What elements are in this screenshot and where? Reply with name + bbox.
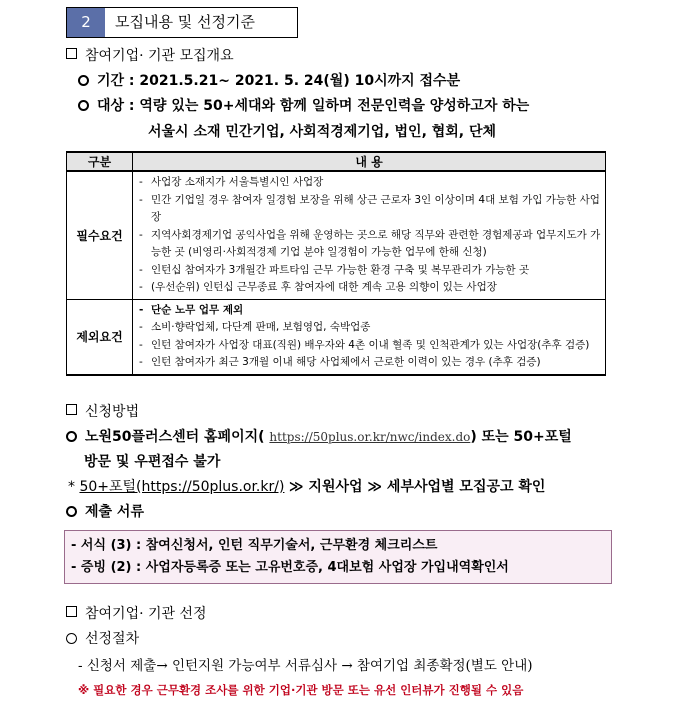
process-line: - 신청서 제출→ 인턴지원 가능여부 서류심사 → 참여기업 최종확정(별도 안내) [78,658,533,674]
period-line: 기간 : 2021.5.21~ 2021. 5. 24(월) 10시까지 접수분 [78,70,460,90]
list-item: - 소비·향락업체, 다단계 판매, 보험영업, 숙박업종 [139,321,371,333]
subsection-title-apply: 신청방법 [66,401,139,421]
table-row [67,299,606,375]
circle-bullet-icon [78,100,89,111]
process-title: 선정절차 [66,628,139,648]
subsection-title-overview: 참여기업· 기관 모집개요 [66,45,234,65]
portal-link[interactable]: 50+포털(https://50plus.or.kr/) [79,479,285,495]
circle-bullet-icon [66,506,77,517]
row-label-excluded: 제외요건 [67,299,133,375]
table-row [67,171,606,299]
list-item: - (우선순위) 인턴십 근무종료 후 참여자에 대한 계속 고용 의향이 있는 사업장 [139,281,497,293]
list-item: - 지역사회경제기업 공익사업을 위해 운영하는 곳으로 해당 직무와 관련한 경험제공과 업무지도가 가능한 곳 (비영리·사회적경제 기업 분야 일경험이 가능한 업무에 한해 신청) [139,228,601,258]
submit-docs-title: 제출 서류 [66,501,144,521]
list-item: - 사업장 소재지가 서울특별시인 사업장 [139,176,324,188]
table-header-category: 구분 [67,152,133,171]
circle-bullet-icon [78,75,89,86]
note-line: ※ 필요한 경우 근무환경 조사를 위한 기업·기관 방문 또는 유선 인터뷰가 진행될 수 있음 [78,683,524,697]
list-item: - 인턴십 참여자가 3개월간 파트타임 근무 가능한 환경 구축 및 복무관리가 가능한 곳 [139,263,530,276]
target-line: 대상 : 역량 있는 50+세대와 함께 일하며 전문인력을 양성하고자 하는 [78,95,529,115]
circle-bullet-icon [66,633,77,644]
requirements-table [66,151,606,376]
apply-line-2: 방문 및 우편접수 불가 [84,454,221,470]
row-content-excluded [133,299,606,375]
row-label-required: 필수요건 [67,171,133,299]
list-item: - 민간 기업일 경우 참여자 일경험 보장을 위해 상근 근로자 3인 이상이며 4대 보험 가입 가능한 사업장 [139,193,600,223]
list-item: - 단순 노무 업무 제외 [139,303,244,316]
list-item: - 인턴 참여자가 최근 3개월 이내 해당 사업체에서 근로한 이력이 있는 경우 (추후 검증) [139,356,541,368]
square-bullet-icon [66,48,77,59]
submit-line-proofs: - 증빙 (2) : 사업자등록증 또는 고유번호증, 4대보험 사업장 가입내역확인서 [71,560,509,575]
section-number: 2 [67,8,105,37]
submit-docs-box [64,530,612,584]
circle-bullet-icon [66,431,77,442]
list-item: - 인턴 참여자가 사업장 대표(직원) 배우자와 4촌 이내 혈족 및 인척관계가 있는 사업장(추후 검증) [139,338,590,351]
homepage-link[interactable]: https://50plus.or.kr/nwc/index.do [269,430,471,444]
target-line-2: 서울시 소재 민간기업, 사회적경제기업, 법인, 협회, 단체 [148,124,497,140]
subsection-title-selection: 참여기업· 기관 선정 [66,603,207,623]
apply-line: 노원50플러스센터 홈페이지( https://50plus.or.kr/nwc/index.do) 또는 50+포털 [66,426,572,446]
row-content-required [133,171,606,299]
square-bullet-icon [66,404,77,415]
submit-line-forms: - 서식 (3) : 참여신청서, 인턴 직무기술서, 근무환경 체크리스트 [71,538,438,553]
section-header-box [66,7,298,38]
table-header-content: 내 용 [133,152,606,171]
section-title: 모집내용 및 선정기준 [115,13,255,31]
square-bullet-icon [66,606,77,617]
portal-line: * 50+포털(https://50plus.or.kr/) ≫ 지원사업 ≫ 세부사업별 모집공고 확인 [68,479,546,495]
